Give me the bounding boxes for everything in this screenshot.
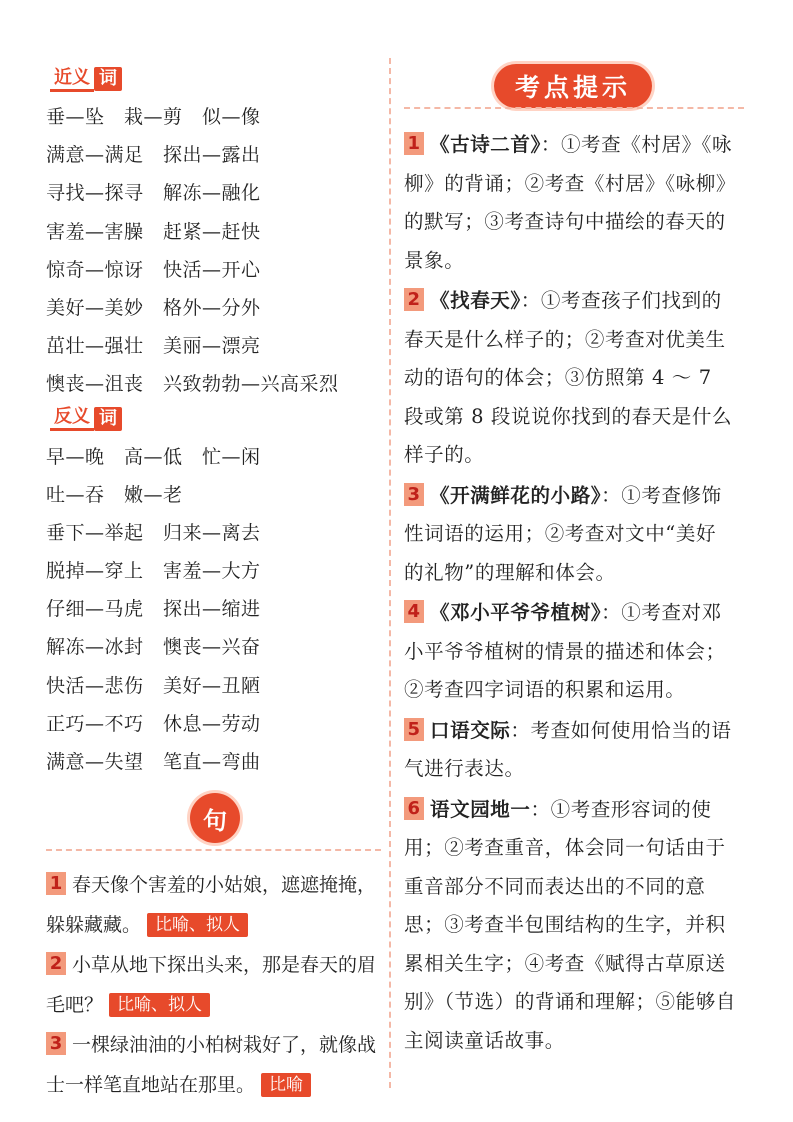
list-item: 垂—坠 栽—剪 似—像 — [46, 106, 261, 128]
sentence-text: 小草从地下探出头来，那是春天的眉毛吧？ — [46, 954, 377, 1017]
synonyms-heading-part2: 词 — [94, 67, 122, 91]
sentence-heading: 句 — [190, 793, 240, 843]
key-point-number: 2 — [404, 288, 424, 311]
key-point-number: 1 — [404, 132, 424, 155]
list-item: 美好—美妙 格外—分外 — [46, 296, 261, 319]
sentence-text: 一棵绿油油的小柏树栽好了，就像战士一样笔直地站在那里。 — [46, 1034, 377, 1097]
list-item: 懊丧—沮丧 兴致勃勃—兴高采烈 — [46, 373, 339, 396]
sentence-item — [46, 865, 381, 945]
sentence-text: 春天像个害羞的小姑娘，遮遮掩掩，躲躲藏藏。 — [46, 874, 377, 937]
key-point-title: 语文园地一 — [430, 797, 531, 821]
list-item: 早—晚 高—低 忙—闲 — [46, 445, 261, 468]
key-points-list — [404, 126, 736, 1060]
key-point-text: ：考查如何使用恰当的语气进行表达。 — [404, 718, 732, 780]
sentence-item — [46, 945, 381, 1025]
key-point-title: 口语交际 — [430, 718, 511, 742]
key-points-divider — [404, 107, 744, 109]
list-item: 仔细—马虎 探出—缩进 — [46, 598, 261, 621]
antonyms-heading-part2: 词 — [94, 407, 122, 431]
key-point-item — [404, 594, 736, 710]
sentence-item — [46, 1025, 381, 1105]
key-point-title: 《古诗二首》 — [430, 133, 541, 156]
rhetoric-tag: 比喻、拟人 — [147, 913, 248, 937]
key-point-item — [404, 791, 736, 1061]
key-point-item — [404, 282, 736, 475]
list-item: 快活—悲伤 美好—丑陋 — [46, 674, 261, 697]
key-point-item — [404, 126, 736, 280]
key-point-text: ：①考查修饰性词语的运用；②考查对文中“美好的礼物”的理解和体会。 — [404, 483, 722, 584]
key-point-text: ：①考查《村居》《咏柳》的背诵；②考查《村居》《咏柳》的默写；③考查诗句中描绘的春天的景象。 — [404, 133, 736, 272]
list-item: 茁壮—强壮 美丽—漂亮 — [46, 335, 261, 358]
key-point-number: 4 — [404, 600, 424, 623]
synonyms-heading — [50, 66, 122, 92]
key-point-title: 《开满鲜花的小路》 — [430, 483, 602, 507]
synonyms-list — [46, 98, 381, 404]
list-item: 寻找—探寻 解冻—融化 — [46, 182, 261, 205]
list-item: 吐—吞 嫩—老 — [46, 483, 183, 506]
key-points-heading: 考点提示 — [494, 64, 652, 108]
sentence-number: 2 — [46, 952, 66, 975]
antonyms-heading-part1: 反义 — [50, 406, 94, 431]
left-column — [46, 66, 381, 1105]
key-point-item — [404, 477, 736, 593]
key-point-number: 5 — [404, 718, 424, 741]
rhetoric-tag: 比喻 — [261, 1073, 311, 1097]
list-item: 正巧—不巧 休息—劳动 — [46, 712, 261, 735]
key-point-title: 《邓小平爷爷植树》 — [430, 601, 602, 624]
key-point-text: ：①考查孩子们找到的春天是什么样子的；②考查对优美生动的语句的体会；③仿照第 4 ～ 7 段或第 8 段说说你找到的春天是什么样子的。 — [404, 289, 733, 466]
right-column — [404, 64, 736, 1062]
sentence-number: 1 — [46, 872, 66, 895]
key-point-title: 《找春天》 — [430, 289, 521, 312]
list-item: 满意—满足 探出—露出 — [46, 144, 261, 167]
list-item: 满意—失望 笔直—弯曲 — [46, 751, 261, 773]
antonyms-list — [46, 438, 381, 782]
list-item: 害羞—害臊 赶紧—赶快 — [46, 220, 261, 243]
sentence-number: 3 — [46, 1032, 66, 1055]
key-point-item — [404, 712, 736, 789]
list-item: 解冻—冰封 懊丧—兴奋 — [46, 636, 261, 659]
list-item: 垂下—举起 归来—离去 — [46, 521, 261, 544]
column-divider — [389, 58, 391, 1088]
sentence-divider — [46, 849, 381, 851]
rhetoric-tag: 比喻、拟人 — [109, 993, 210, 1017]
synonyms-heading-part1: 近义 — [50, 67, 94, 92]
key-points-header — [404, 64, 736, 114]
key-point-text: ：①考查对邓小平爷爷植树的情景的描述和体会；②考查四字词语的积累和运用。 — [404, 601, 726, 701]
key-point-number: 3 — [404, 483, 424, 506]
antonyms-heading — [50, 406, 122, 432]
list-item: 惊奇—惊讶 快活—开心 — [46, 258, 261, 281]
key-point-text: ：①考查形容词的使用；②考查重音，体会同一句话由于重音部分不同而表达出的不同的意思；③考查半包围结构的生字，并积累相关生字；④考查《赋得古草原送别》（节选）的背诵和理解；⑤能够自主阅读童话故事。 — [404, 797, 736, 1052]
sentence-section-header — [46, 793, 381, 851]
list-item: 脱掉—穿上 害羞—大方 — [46, 560, 261, 583]
key-point-number: 6 — [404, 797, 424, 820]
